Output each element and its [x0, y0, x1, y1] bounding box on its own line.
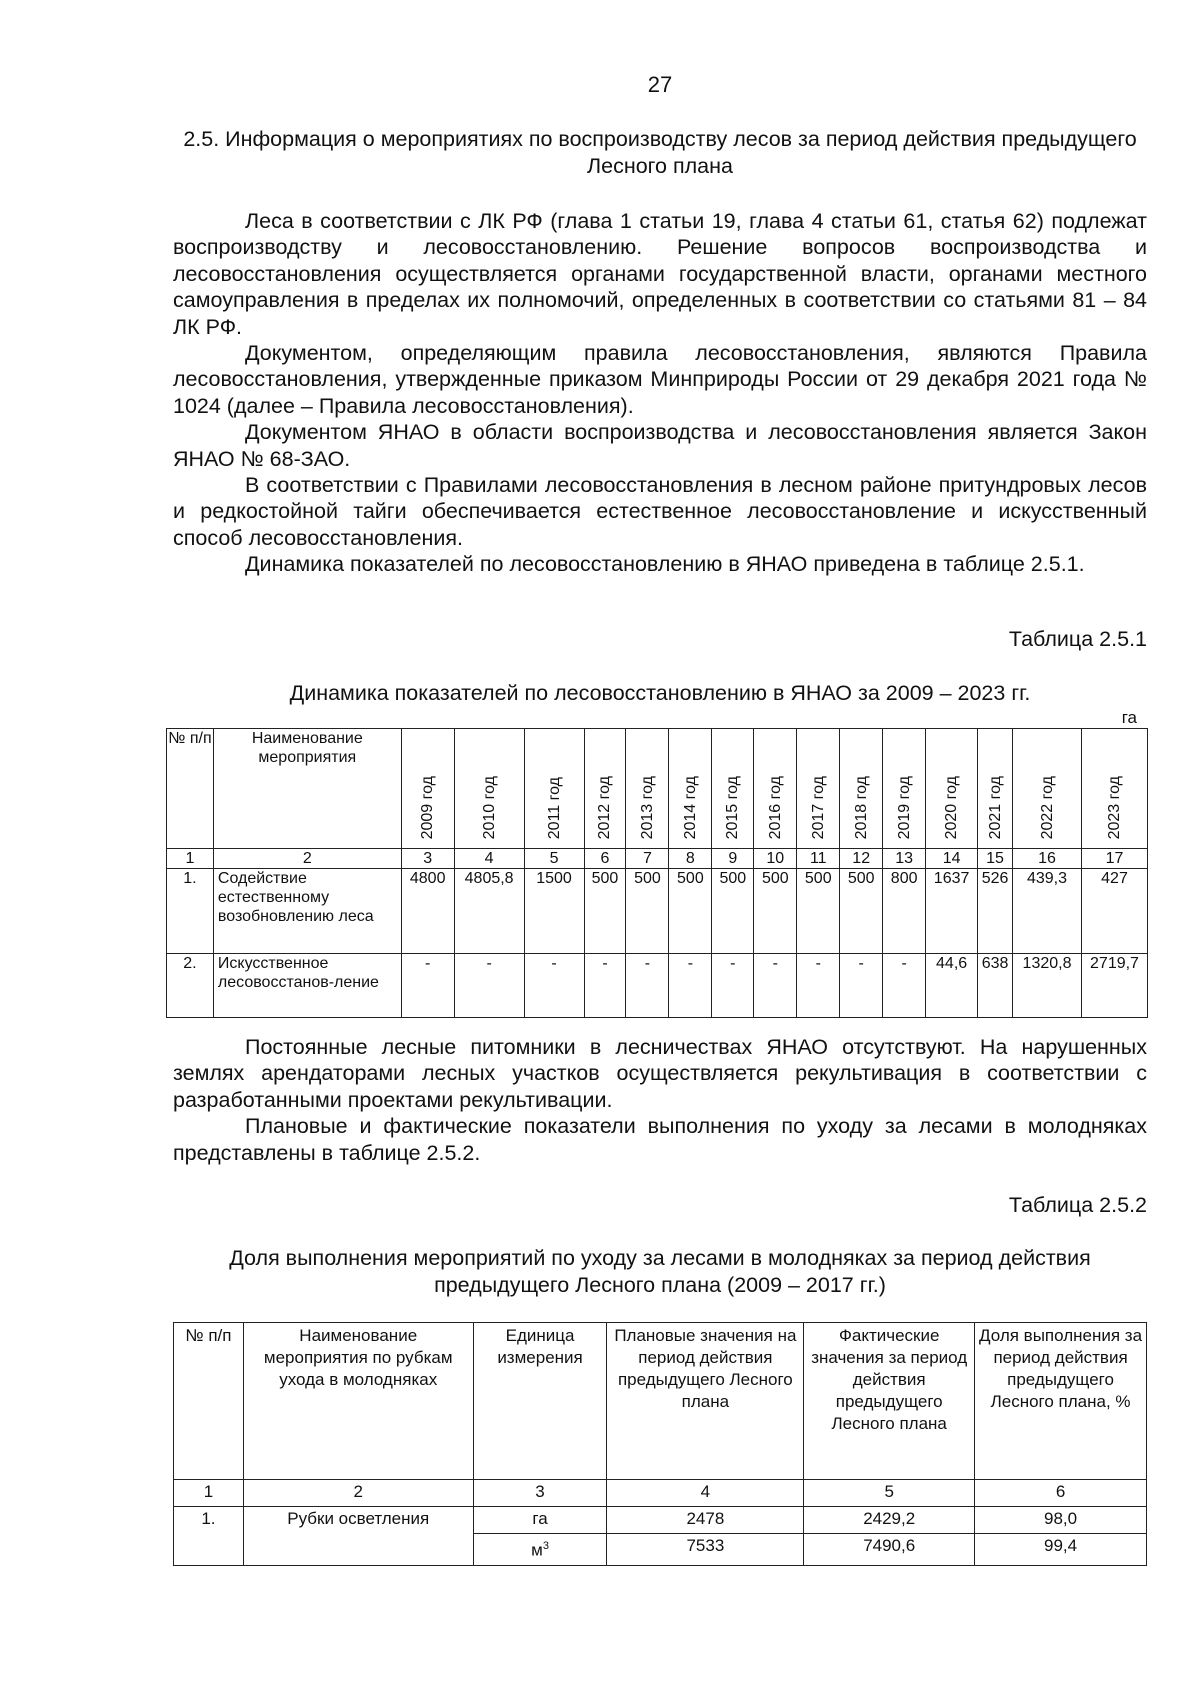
- table-thinning: [173, 1322, 1147, 1566]
- header-cell: Единица измерения: [473, 1323, 607, 1480]
- paragraph: Документом, определяющим правила лесовосстановления, являются Правила лесовосстановления, утвержденные приказом Минприроды России от 29 декабря 2021 года № 1024 (далее – Правила лесовосстановления).: [173, 341, 1147, 418]
- header-year: 2021 год: [978, 729, 1013, 849]
- table2-label: Таблица 2.5.2: [1008, 1193, 1147, 1217]
- paragraph: Плановые и фактические показатели выполнения по уходу за лесами в молодняках представлены в таблице 2.5.2.: [173, 1114, 1147, 1165]
- row-num: 2.: [167, 954, 214, 1018]
- fact-cell: 7490,6: [804, 1534, 975, 1566]
- index-cell: 2: [213, 849, 401, 869]
- index-cell: 16: [1013, 849, 1082, 869]
- value-cell: -: [712, 954, 754, 1018]
- index-cell: 14: [926, 849, 978, 869]
- value-cell: -: [797, 954, 840, 1018]
- index-cell: 1: [167, 849, 214, 869]
- row-name: Рубки осветления: [243, 1507, 473, 1566]
- header-year: 2016 год: [754, 729, 797, 849]
- header-year: 2015 год: [712, 729, 754, 849]
- value-cell: 1500: [524, 869, 584, 954]
- value-cell: 2719,7: [1081, 954, 1147, 1018]
- header-year: 2010 год: [454, 729, 524, 849]
- index-cell: 5: [524, 849, 584, 869]
- table-header-row: [167, 729, 1148, 849]
- header-year: 2013 год: [626, 729, 669, 849]
- header-year: 2022 год: [1013, 729, 1082, 849]
- index-cell: 1: [174, 1480, 244, 1507]
- value-cell: 500: [669, 869, 712, 954]
- index-cell: 6: [975, 1480, 1147, 1507]
- value-cell: 500: [797, 869, 840, 954]
- row-name: Содействие естественному возобновлению леса: [213, 869, 401, 954]
- value-cell: -: [454, 954, 524, 1018]
- paragraph: В соответствии с Правилами лесовосстановления в лесном районе притундровых лесов и редкостойной тайги обеспечивается естественное лесовосстановление и искусственный способ лесовосстановления.: [173, 473, 1147, 550]
- value-cell: 500: [626, 869, 669, 954]
- value-cell: -: [584, 954, 626, 1018]
- table1-label: Таблица 2.5.1: [1008, 627, 1147, 651]
- table2-title: Доля выполнения мероприятий по уходу за лесами в молодняках за период действия предыдущего Лесного плана (2009 – 2017 гг.): [229, 1246, 1091, 1297]
- share-cell: 99,4: [975, 1534, 1147, 1566]
- index-cell: 10: [754, 849, 797, 869]
- section-title: 2.5. Информация о мероприятиях по воспроизводству лесов за период действия предыдущего Лесного плана: [183, 127, 1137, 178]
- header-year: 2014 год: [669, 729, 712, 849]
- value-cell: -: [669, 954, 712, 1018]
- table-row: [167, 869, 1148, 954]
- paragraph: Постоянные лесные питомники в лесничествах ЯНАО отсутствуют. На нарушенных землях арендаторами лесных участков осуществляется рекультивация в соответствии с разработанными проектами рекультивации.: [173, 1035, 1147, 1112]
- header-year: 2023 год: [1081, 729, 1147, 849]
- value-cell: -: [840, 954, 883, 1018]
- index-cell: 4: [607, 1480, 804, 1507]
- header-cell: Плановые значения на период действия предыдущего Лесного плана: [607, 1323, 804, 1480]
- header-cell: Наименование мероприятия по рубкам ухода в молодняках: [243, 1323, 473, 1480]
- table-row: [167, 954, 1148, 1018]
- plan-cell: 7533: [607, 1534, 804, 1566]
- header-year: 2020 год: [926, 729, 978, 849]
- index-cell: 6: [584, 849, 626, 869]
- index-cell: 2: [243, 1480, 473, 1507]
- table-index-row: [167, 849, 1148, 869]
- index-cell: 7: [626, 849, 669, 869]
- value-cell: 800: [883, 869, 926, 954]
- header-year: 2009 год: [401, 729, 454, 849]
- value-cell: 4800: [401, 869, 454, 954]
- paragraph: Леса в соответствии с ЛК РФ (глава 1 статьи 19, глава 4 статьи 61, статья 62) подлежат воспроизводству и лесовосстановлению. Решение вопросов воспроизводства и лесовосстановления осуществляется органами государственной власти, органами местного самоуправления в пределах их полномочий, определенных в соответствии со статьями 81 – 84 ЛК РФ.: [173, 209, 1147, 339]
- value-cell: -: [754, 954, 797, 1018]
- index-cell: 17: [1081, 849, 1147, 869]
- header-cell: Фактические значения за период действия предыдущего Лесного плана: [804, 1323, 975, 1480]
- row-num: 1.: [174, 1507, 244, 1566]
- table-row: [174, 1507, 1147, 1534]
- index-cell: 4: [454, 849, 524, 869]
- unit-cell: га: [473, 1507, 607, 1534]
- plan-cell: 2478: [607, 1507, 804, 1534]
- value-cell: 500: [754, 869, 797, 954]
- header-year: 2019 год: [883, 729, 926, 849]
- row-name: Искусственное лесовосстанов-ление: [213, 954, 401, 1018]
- value-cell: -: [883, 954, 926, 1018]
- index-cell: 3: [473, 1480, 607, 1507]
- table-index-row: [174, 1480, 1147, 1507]
- index-cell: 9: [712, 849, 754, 869]
- header-year: 2011 год: [524, 729, 584, 849]
- header-year: 2012 год: [584, 729, 626, 849]
- value-cell: 439,3: [1013, 869, 1082, 954]
- index-cell: 5: [804, 1480, 975, 1507]
- value-cell: 44,6: [926, 954, 978, 1018]
- index-cell: 3: [401, 849, 454, 869]
- value-cell: 1637: [926, 869, 978, 954]
- row-num: 1.: [167, 869, 214, 954]
- table-header-row: [174, 1323, 1147, 1480]
- unit-superscript: 3: [542, 1540, 549, 1552]
- value-cell: -: [524, 954, 584, 1018]
- value-cell: 1320,8: [1013, 954, 1082, 1018]
- value-cell: 526: [978, 869, 1013, 954]
- header-year: 2018 год: [840, 729, 883, 849]
- paragraph: Динамика показателей по лесовосстановлению в ЯНАО приведена в таблице 2.5.1.: [245, 552, 1085, 577]
- value-cell: 427: [1081, 869, 1147, 954]
- share-cell: 98,0: [975, 1507, 1147, 1534]
- header-cell: № п/п: [174, 1323, 244, 1480]
- value-cell: 500: [840, 869, 883, 954]
- index-cell: 11: [797, 849, 840, 869]
- body-text-1: [173, 208, 1147, 578]
- header-num: № п/п: [167, 729, 214, 849]
- page-number: 27: [647, 72, 673, 97]
- index-cell: 12: [840, 849, 883, 869]
- value-cell: 500: [584, 869, 626, 954]
- index-cell: 13: [883, 849, 926, 869]
- value-cell: 638: [978, 954, 1013, 1018]
- header-cell: Доля выполнения за период действия предыдущего Лесного плана, %: [975, 1323, 1147, 1480]
- value-cell: -: [401, 954, 454, 1018]
- table-reforestation: [166, 728, 1148, 1018]
- header-name: Наименование мероприятия: [213, 729, 401, 849]
- value-cell: -: [626, 954, 669, 1018]
- value-cell: 4805,8: [454, 869, 524, 954]
- table1-unit: га: [1121, 708, 1137, 727]
- index-cell: 8: [669, 849, 712, 869]
- index-cell: 15: [978, 849, 1013, 869]
- body-text-2: [173, 1034, 1147, 1166]
- value-cell: 500: [712, 869, 754, 954]
- table1-title: Динамика показателей по лесовосстановлению в ЯНАО за 2009 – 2023 гг.: [289, 681, 1031, 705]
- unit-cell: $м^3$: [473, 1534, 607, 1566]
- fact-cell: 2429,2: [804, 1507, 975, 1534]
- paragraph: Документом ЯНАО в области воспроизводства и лесовосстановления является Закон ЯНАО № 68-ЗАО.: [173, 420, 1147, 471]
- header-year: 2017 год: [797, 729, 840, 849]
